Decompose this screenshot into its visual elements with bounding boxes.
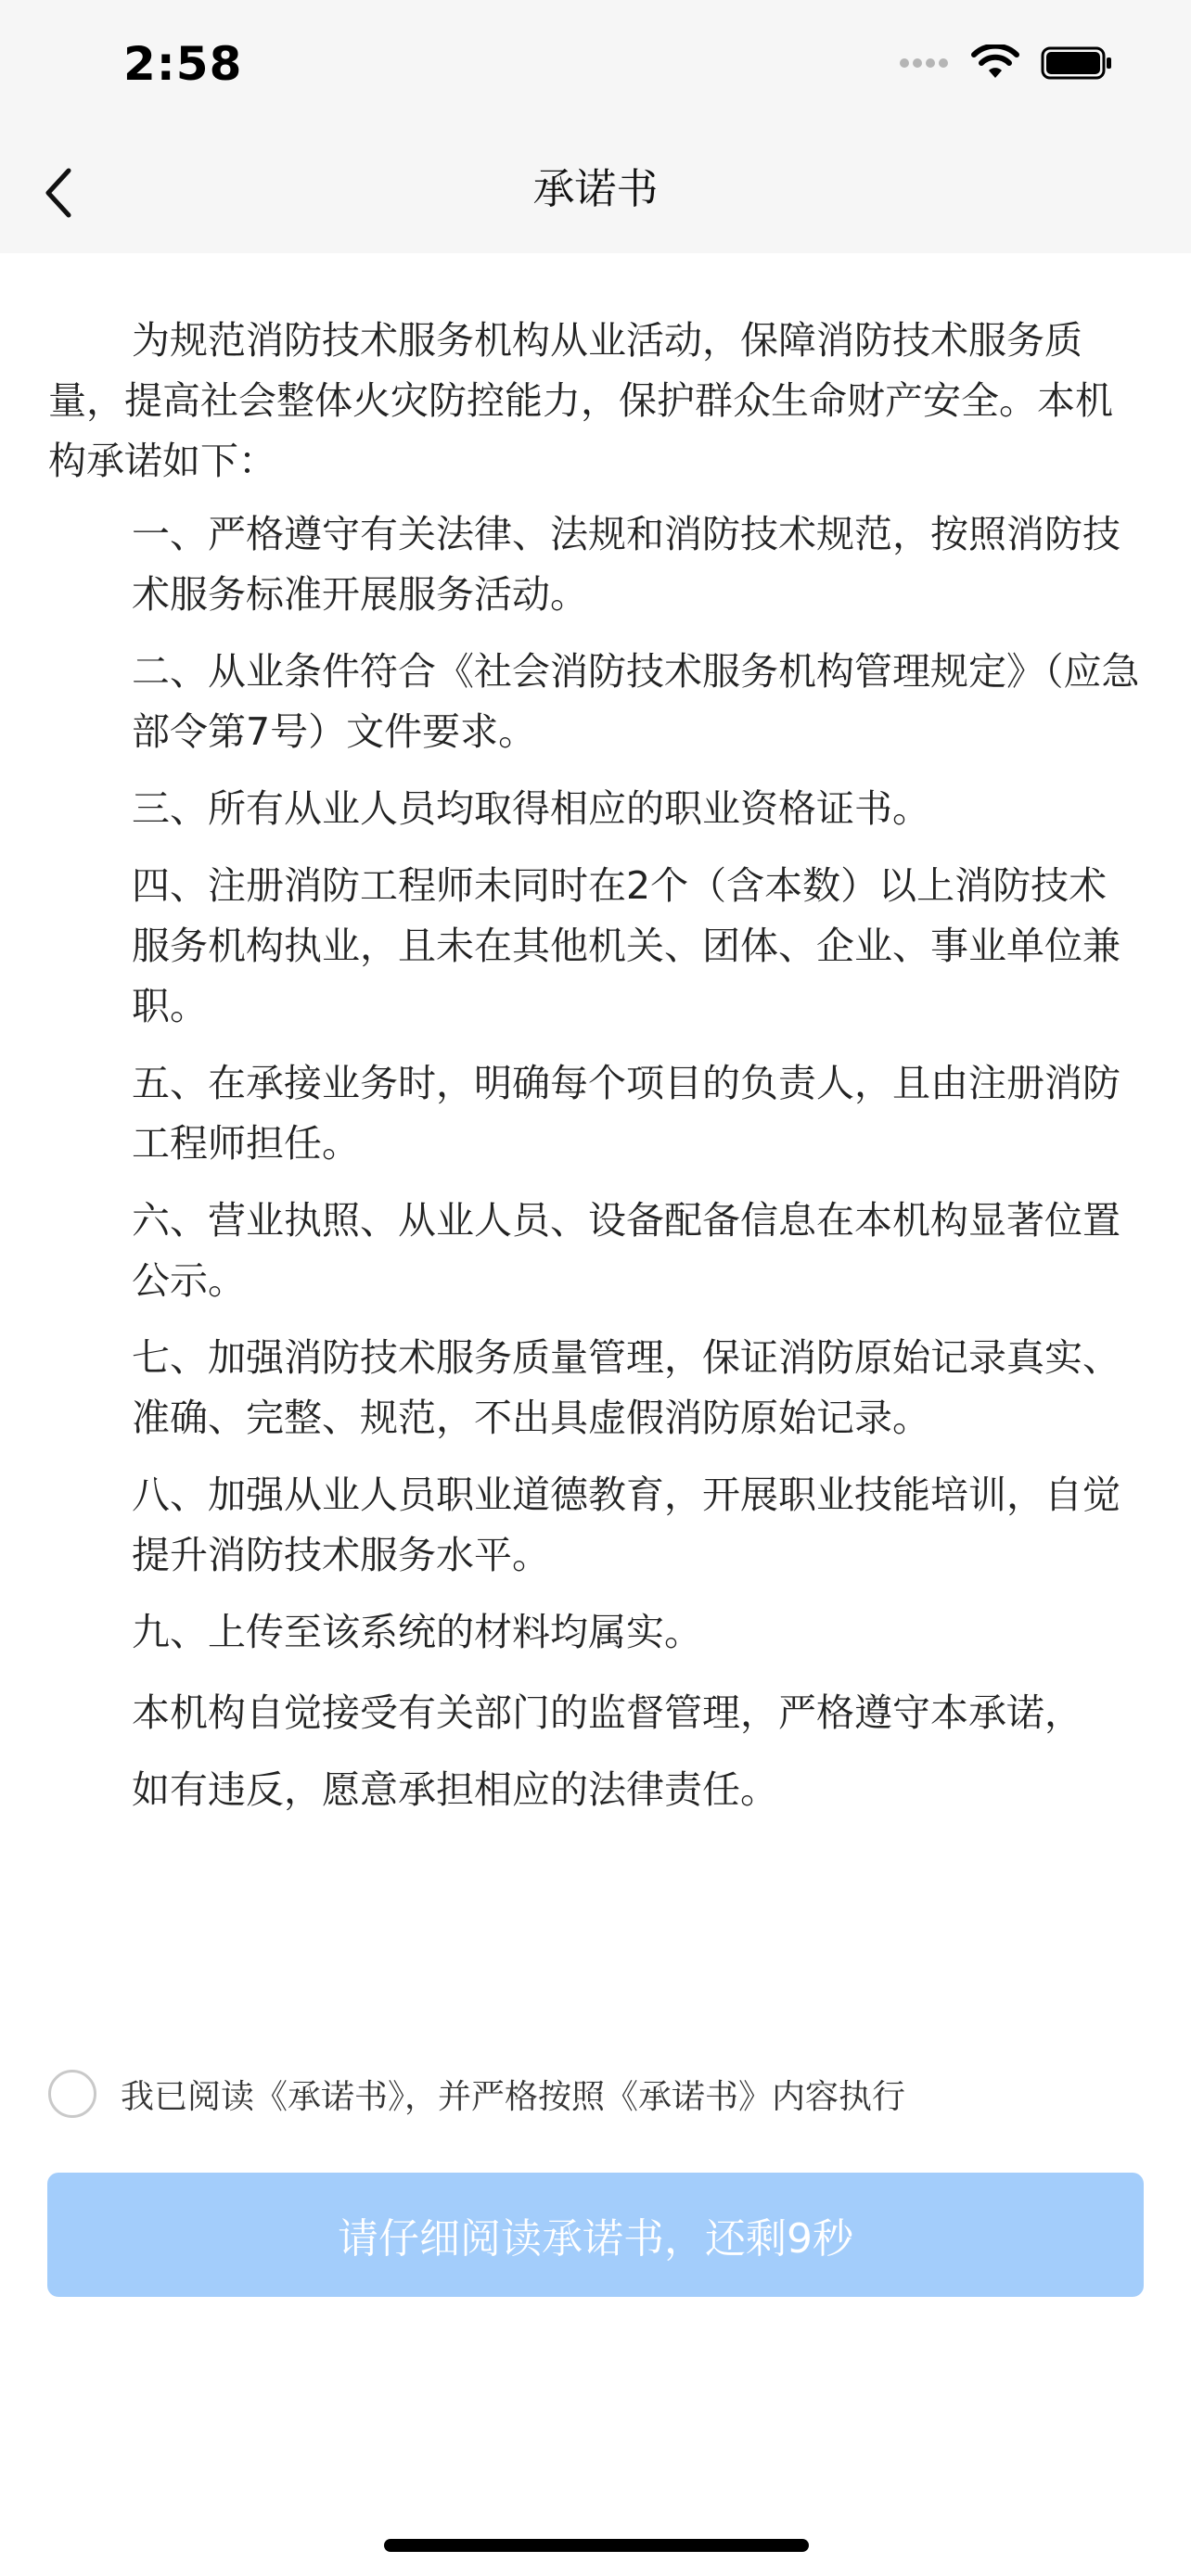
commitment-item-9: 九、上传至该系统的材料均属实。 [132,1610,702,1654]
battery-icon [1041,45,1113,81]
closing-paragraph-1: 本机构自觉接受有关部门的监督管理，严格遵守本承诺， [132,1690,1082,1735]
status-time: 2:58 [123,37,243,91]
home-indicator [384,2539,809,2552]
commitment-item-2: 二、从业条件符合《社会消防技术服务机构管理规定》（应急部令第7号）文件要求。 [132,649,1140,754]
commitment-item-1: 一、严格遵守有关法律、法规和消防技术规范，按照消防技术服务标准开展服务活动。 [132,512,1121,617]
wifi-icon [970,45,1020,82]
agreement-label[interactable]: 我已阅读《承诺书》，并严格按照《承诺书》内容执行 [121,2077,906,2116]
agreement-checkbox[interactable] [48,2070,96,2118]
commitment-item-5: 五、在承接业务时，明确每个项目的负责人，且由注册消防工程师担任。 [132,1061,1121,1166]
agreement-row[interactable] [48,2070,905,2118]
intro-paragraph: 为规范消防技术服务机构从业活动，保障消防技术服务质量，提高社会整体火灾防控能力，保护群众生命财产安全。本机构承诺如下： [48,318,1113,483]
commitment-document [48,311,1143,1820]
closing-paragraph-2: 如有违反，愿意承担相应的法律责任。 [132,1767,778,1812]
confirm-button[interactable]: 请仔细阅读承诺书，还剩9秒 [47,2173,1144,2297]
commitment-item-6: 六、营业执照、从业人员、设备配备信息在本机构显著位置公示。 [132,1198,1121,1303]
header-area [0,0,1191,253]
status-icons [900,45,1113,82]
commitment-item-7: 七、加强消防技术服务质量管理，保证消防原始记录真实、准确、完整、规范，不出具虚假消防原始记录。 [132,1335,1121,1440]
commitment-item-8: 八、加强从业人员职业道德教育，开展职业技能培训，自觉提升消防技术服务水平。 [132,1473,1121,1577]
signal-icon [900,58,952,68]
commitment-item-3: 三、所有从业人员均取得相应的职业资格证书。 [132,786,930,831]
commitment-item-4: 四、注册消防工程师未同时在2个（含本数）以上消防技术服务机构执业，且未在其他机关、团体、企业、事业单位兼职。 [132,863,1121,1028]
page-title: 承诺书 [532,164,659,213]
